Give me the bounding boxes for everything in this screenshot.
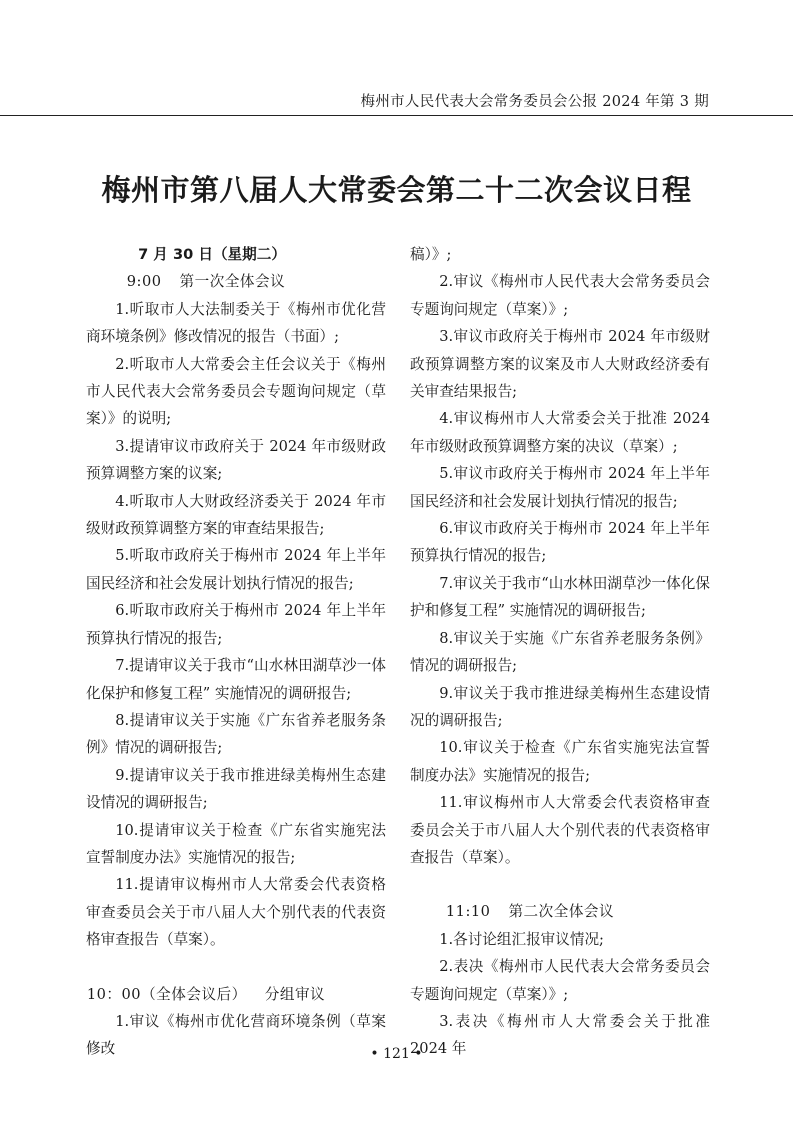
- agenda-item: 10.审议关于检查《广东省实施宪法宣誓制度办法》实施情况的报告;: [410, 739, 710, 784]
- session-time: 10：00（全体会议后）: [86, 985, 247, 1003]
- agenda-item: 5.听取市政府关于梅州市 2024 年上半年国民经济和社会发展计划执行情况的报告;: [86, 547, 386, 592]
- document-title: 梅州市第八届人大常委会第二十二次会议日程: [101, 173, 692, 207]
- right-column: [410, 241, 710, 1063]
- session-heading-plenary-2: [410, 898, 710, 925]
- agenda-item: 7.审议关于我市“山水林田湖草沙一体化保护和修复工程” 实施情况的调研报告;: [410, 574, 710, 620]
- session-name: 第一次全体会议: [179, 273, 286, 291]
- agenda-item: 4.审议梅州市人大常委会关于批准 2024 年市级财政预算调整方案的决议（草案）;: [410, 410, 710, 455]
- agenda-item: 4.听取市人大财政经济委关于 2024 年市级财政预算调整方案的审查结果报告;: [86, 492, 386, 538]
- left-column: [86, 241, 386, 1063]
- agenda-item-continuation: 稿）》;: [410, 246, 452, 263]
- agenda-item: 8.提请审议关于实施《广东省养老服务条例》情况的调研报告;: [86, 711, 386, 757]
- agenda-item: 11.审议梅州市人大常委会代表资格审查委员会关于市八届人大个别代表的代表资格审查报告（草案）。: [410, 794, 710, 866]
- agenda-item: 2.表决《梅州市人民代表大会常务委员会专题询问规定（草案）》;: [410, 958, 710, 1003]
- session-name: 第二次全体会议: [508, 903, 615, 921]
- agenda-item: 6.审议市政府关于梅州市 2024 年上半年预算执行情况的报告;: [410, 520, 710, 565]
- agenda-item: 8.审议关于实施《广东省养老服务条例》情况的调研报告;: [410, 629, 710, 675]
- agenda-item: 9.提请审议关于我市推进绿美梅州生态建设情况的调研报告;: [86, 766, 386, 812]
- page-header: [0, 0, 793, 121]
- agenda-item: 3.表决《梅州市人大常委会关于批准 2024 年: [410, 1012, 710, 1058]
- agenda-item: 1.听取市人大法制委关于《梅州市优化营商环境条例》修改情况的报告（书面）;: [86, 300, 386, 346]
- session-heading-group-review: [86, 981, 386, 1008]
- publication-title: 梅州市人民代表大会常务委员会公报 2024 年第 3 期: [360, 94, 709, 110]
- agenda-item: 10.提请审议关于检查《广东省实施宪法宣誓制度办法》实施情况的报告;: [86, 821, 386, 866]
- date-heading: 7 月 30 日（星期二）: [138, 246, 286, 263]
- agenda-item: 3.提请审议市政府关于 2024 年市级财政预算调整方案的议案;: [86, 437, 386, 483]
- session-time: 9:00: [126, 273, 162, 291]
- agenda-item: 11.提请审议梅州市人大常委会代表资格审查委员会关于市八届人大个别代表的代表资格审查报告（草案）。: [86, 876, 386, 949]
- agenda-item: 5.审议市政府关于梅州市 2024 年上半年国民经济和社会发展计划执行情况的报告;: [410, 465, 710, 510]
- agenda-item: 1.各讨论组汇报审议情况;: [439, 930, 604, 948]
- agenda-item: 3.审议市政府关于梅州市 2024 年市级财政预算调整方案的议案及市人大财政经济委有关审查结果报告;: [410, 328, 710, 401]
- session-time: 11:10: [445, 903, 491, 921]
- agenda-item: 7.提请审议关于我市“山水林田湖草沙一体化保护和修复工程” 实施情况的调研报告;: [86, 657, 386, 702]
- agenda-item: 9.审议关于我市推进绿美梅州生态建设情况的调研报告;: [410, 684, 710, 729]
- agenda-item: 1.审议《梅州市优化营商环境条例（草案修改: [86, 1012, 386, 1058]
- page-number: • 121 •: [370, 1046, 423, 1062]
- agenda-item: 2.审议《梅州市人民代表大会常务委员会专题询问规定（草案）》;: [410, 273, 710, 318]
- session-name: 分组审议: [264, 985, 326, 1003]
- agenda-item: 6.听取市政府关于梅州市 2024 年上半年预算执行情况的报告;: [86, 602, 386, 647]
- header-divider: [0, 115, 793, 116]
- agenda-item: 2.听取市人大常委会主任会议关于《梅州市人民代表大会常务委员会专题询问规定（草案）》的说明;: [86, 355, 386, 428]
- session-heading-plenary-1: [86, 268, 386, 295]
